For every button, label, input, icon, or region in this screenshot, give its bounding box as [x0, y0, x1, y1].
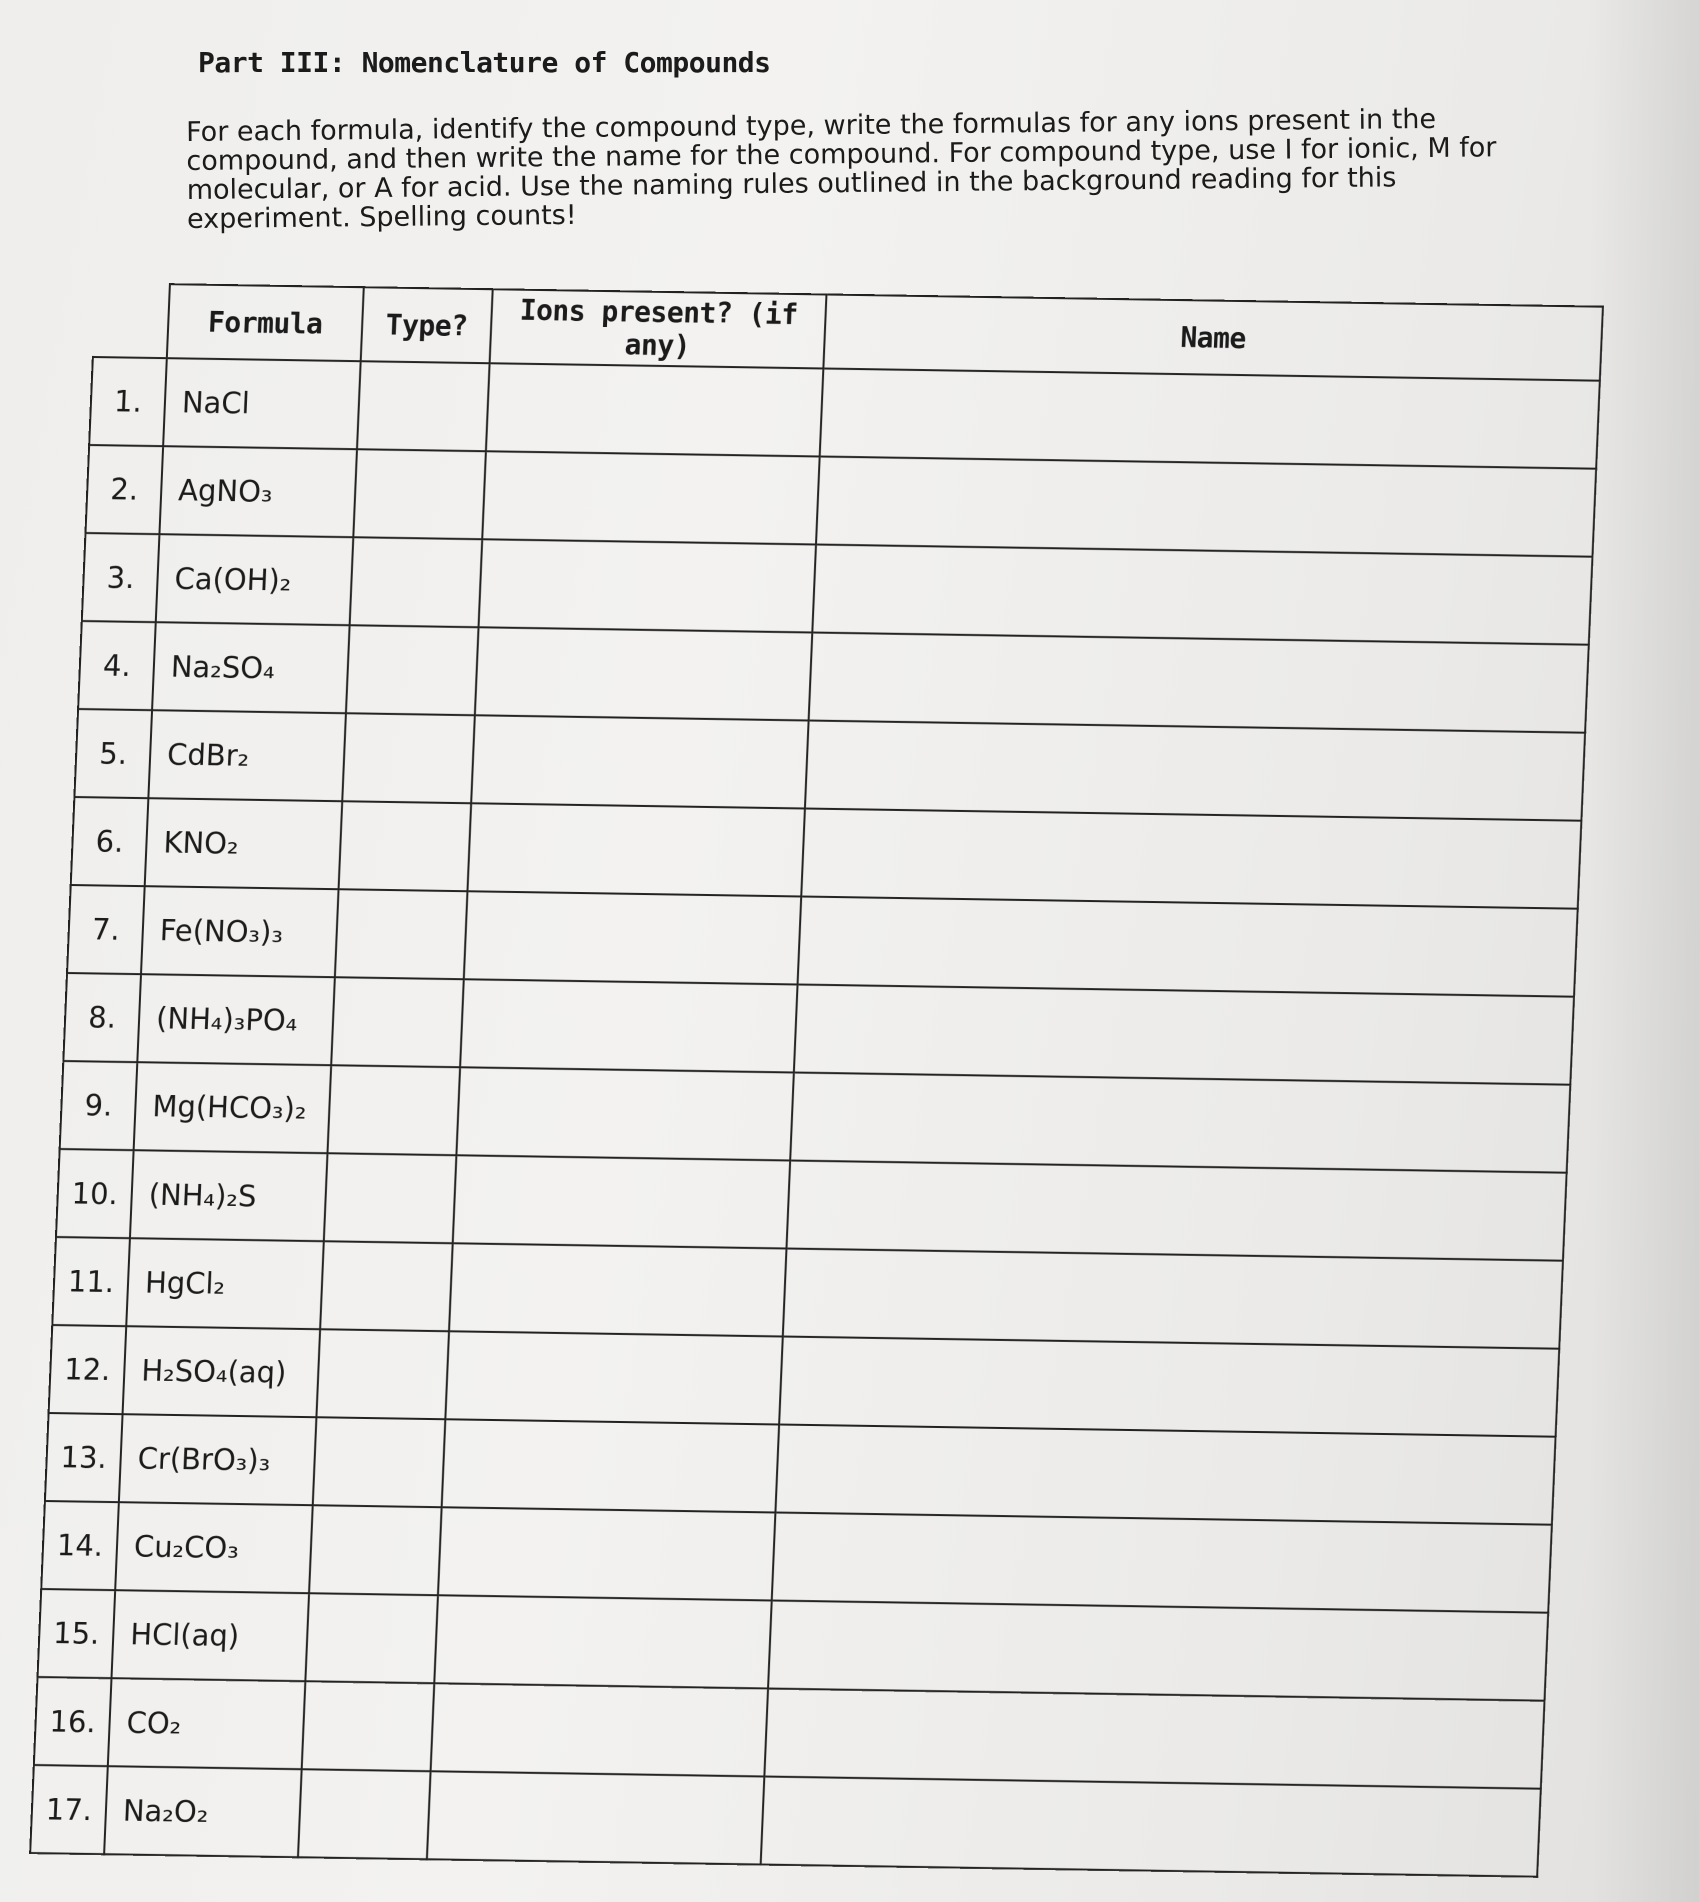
- row-number: 11.: [52, 1237, 130, 1326]
- name-answer-cell[interactable]: [768, 1600, 1548, 1700]
- type-answer-cell[interactable]: [324, 1153, 457, 1243]
- formula-cell: Na₂SO₄: [152, 622, 350, 713]
- ions-answer-cell[interactable]: [460, 979, 797, 1072]
- row-number: 10.: [56, 1149, 134, 1238]
- formula-cell: (NH₄)₂S: [130, 1150, 328, 1241]
- row-number: 15.: [38, 1589, 116, 1678]
- name-answer-cell[interactable]: [761, 1776, 1541, 1876]
- type-answer-cell[interactable]: [353, 449, 486, 539]
- name-answer-cell[interactable]: [783, 1248, 1563, 1348]
- type-answer-cell[interactable]: [298, 1769, 431, 1859]
- ions-answer-cell[interactable]: [471, 715, 808, 808]
- name-answer-cell[interactable]: [786, 1160, 1566, 1260]
- type-answer-cell[interactable]: [313, 1417, 446, 1507]
- formula-cell: Fe(NO₃)₃: [141, 886, 339, 977]
- row-number: 3.: [82, 533, 160, 622]
- type-answer-cell[interactable]: [331, 977, 464, 1067]
- row-number: 5.: [74, 709, 152, 798]
- ions-answer-cell[interactable]: [479, 539, 816, 632]
- ions-answer-cell[interactable]: [464, 891, 801, 984]
- type-answer-cell[interactable]: [327, 1065, 460, 1155]
- name-answer-cell[interactable]: [820, 368, 1600, 468]
- ions-answer-cell[interactable]: [486, 363, 823, 456]
- ions-answer-cell[interactable]: [434, 1595, 771, 1688]
- formula-cell: Cu₂CO₃: [115, 1502, 313, 1593]
- type-answer-cell[interactable]: [302, 1681, 435, 1771]
- formula-cell: Mg(HCO₃)₂: [134, 1062, 332, 1153]
- row-number: 7.: [67, 885, 145, 974]
- formula-cell: HgCl₂: [126, 1238, 324, 1329]
- name-answer-cell[interactable]: [772, 1512, 1552, 1612]
- row-number: 1.: [89, 357, 167, 446]
- formula-cell: H₂SO₄(aq): [123, 1326, 321, 1417]
- formula-cell: Cr(BrO₃)₃: [119, 1414, 317, 1505]
- formula-cell: KNO₂: [145, 798, 343, 889]
- formula-cell: HCl(aq): [111, 1590, 309, 1681]
- name-answer-cell[interactable]: [779, 1336, 1559, 1436]
- row-number: 6.: [71, 797, 149, 886]
- ions-answer-cell[interactable]: [438, 1507, 775, 1600]
- type-answer-cell[interactable]: [350, 537, 483, 627]
- table-body: [30, 357, 1600, 1877]
- ions-answer-cell[interactable]: [427, 1771, 764, 1864]
- row-number: 17.: [30, 1765, 108, 1854]
- name-answer-cell[interactable]: [764, 1688, 1544, 1788]
- name-answer-cell[interactable]: [775, 1424, 1555, 1524]
- row-number: 16.: [34, 1677, 112, 1766]
- type-answer-cell[interactable]: [357, 361, 490, 451]
- header-formula: Formula: [167, 284, 364, 361]
- type-answer-cell[interactable]: [305, 1593, 438, 1683]
- formula-cell: AgNO₃: [159, 446, 357, 537]
- type-answer-cell[interactable]: [335, 889, 468, 979]
- name-answer-cell[interactable]: [812, 544, 1592, 644]
- name-answer-cell[interactable]: [816, 456, 1596, 556]
- formula-cell: (NH₄)₃PO₄: [137, 974, 335, 1065]
- row-number: 12.: [49, 1325, 127, 1414]
- row-number: 13.: [45, 1413, 123, 1502]
- formula-cell: CdBr₂: [148, 710, 346, 801]
- type-answer-cell[interactable]: [339, 801, 472, 891]
- row-number: 14.: [41, 1501, 119, 1590]
- formula-cell: NaCl: [163, 358, 361, 449]
- ions-answer-cell[interactable]: [467, 803, 804, 896]
- ions-answer-cell[interactable]: [475, 627, 812, 720]
- page-title: Part III: Nomenclature of Compounds: [198, 46, 771, 79]
- ions-answer-cell[interactable]: [453, 1155, 790, 1248]
- type-answer-cell[interactable]: [342, 713, 475, 803]
- type-answer-cell[interactable]: [346, 625, 479, 715]
- type-answer-cell[interactable]: [320, 1241, 453, 1331]
- ions-answer-cell[interactable]: [445, 1331, 782, 1424]
- row-number: 8.: [63, 973, 141, 1062]
- header-ions: Ions present? (if any): [490, 289, 827, 368]
- page-shadow: [1589, 0, 1699, 1902]
- name-answer-cell[interactable]: [801, 808, 1581, 908]
- row-number: 9.: [60, 1061, 138, 1150]
- ions-answer-cell[interactable]: [456, 1067, 793, 1160]
- nomenclature-table: [29, 282, 1604, 1878]
- name-answer-cell[interactable]: [790, 1072, 1570, 1172]
- row-number: 2.: [85, 445, 163, 534]
- ions-answer-cell[interactable]: [431, 1683, 768, 1776]
- name-answer-cell[interactable]: [794, 984, 1574, 1084]
- type-answer-cell[interactable]: [309, 1505, 442, 1595]
- formula-cell: Na₂O₂: [104, 1766, 302, 1857]
- header-type: Type?: [361, 287, 493, 363]
- instructions-paragraph: For each formula, identify the compound type, write the formulas for any ions present in the compound, and then write the name for the compound. For compound type, use I for ionic, M for molecular, or A for acid. Use the naming rules outlined in the background reading for this experiment. Spelling counts!: [185, 103, 1497, 235]
- name-answer-cell[interactable]: [805, 720, 1585, 820]
- header-number-blank: [93, 283, 170, 358]
- row-number: 4.: [78, 621, 156, 710]
- ions-answer-cell[interactable]: [449, 1243, 786, 1336]
- ions-answer-cell[interactable]: [482, 451, 819, 544]
- name-answer-cell[interactable]: [798, 896, 1578, 996]
- header-name: Name: [823, 294, 1603, 380]
- ions-answer-cell[interactable]: [442, 1419, 779, 1512]
- formula-cell: Ca(OH)₂: [156, 534, 354, 625]
- formula-cell: CO₂: [108, 1678, 306, 1769]
- type-answer-cell[interactable]: [316, 1329, 449, 1419]
- name-answer-cell[interactable]: [809, 632, 1589, 732]
